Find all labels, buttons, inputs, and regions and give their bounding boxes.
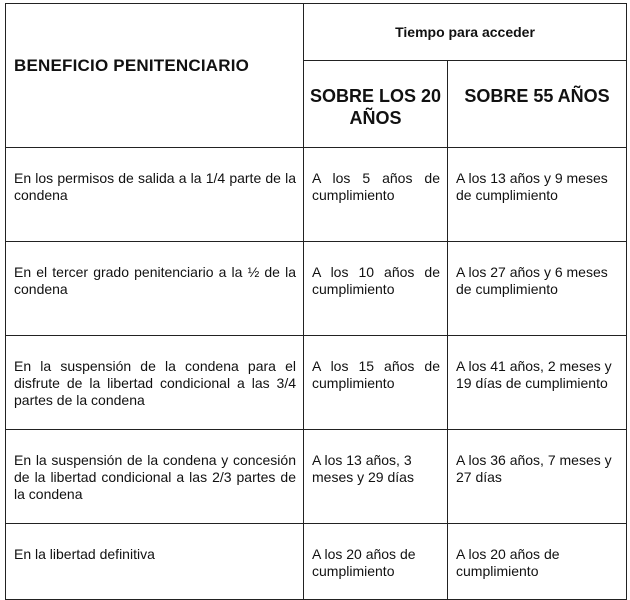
benefit-cell: En los permisos de salida a la 1/4 parte de la condena <box>6 148 304 242</box>
header-time-title: Tiempo para acceder <box>304 4 627 61</box>
header-benefit-cell <box>6 4 304 148</box>
over55-cell: A los 36 años, 7 meses y 27 días <box>448 430 627 524</box>
benefit-cell: En la suspensión de la condena y concesión de la libertad condicional a las 2/3 partes de la condena <box>6 430 304 524</box>
over20-cell: A los 15 años de cumplimiento <box>304 336 448 430</box>
benefit-cell: En la suspensión de la condena para el disfrute de la libertad condicional a las 3/4 partes de la condena <box>6 336 304 430</box>
over55-cell: A los 41 años, 2 meses y 19 días de cumplimiento <box>448 336 627 430</box>
over20-cell: A los 13 años, 3 meses y 29 días <box>304 430 448 524</box>
over20-cell: A los 5 años de cumplimiento <box>304 148 448 242</box>
header-row-top <box>6 4 627 61</box>
table-row <box>6 336 627 430</box>
header-benefit-title: BENEFICIO PENITENCIARIO <box>14 56 250 75</box>
table-row <box>6 148 627 242</box>
over55-cell: A los 20 años de cumplimiento <box>448 524 627 600</box>
over20-cell: A los 10 años de cumplimiento <box>304 242 448 336</box>
header-over55: SOBRE 55 AÑOS <box>448 61 627 148</box>
header-over20: SOBRE LOS 20 AÑOS <box>304 61 448 148</box>
over20-cell: A los 20 años de cumplimiento <box>304 524 448 600</box>
benefits-table <box>5 3 627 600</box>
table-row <box>6 242 627 336</box>
benefit-cell: En la libertad definitiva <box>6 524 304 600</box>
benefit-cell: En el tercer grado penitenciario a la ½ de la condena <box>6 242 304 336</box>
table-row <box>6 524 627 600</box>
table-row <box>6 430 627 524</box>
over55-cell: A los 27 años y 6 meses de cumplimiento <box>448 242 627 336</box>
over55-cell: A los 13 años y 9 meses de cumplimiento <box>448 148 627 242</box>
